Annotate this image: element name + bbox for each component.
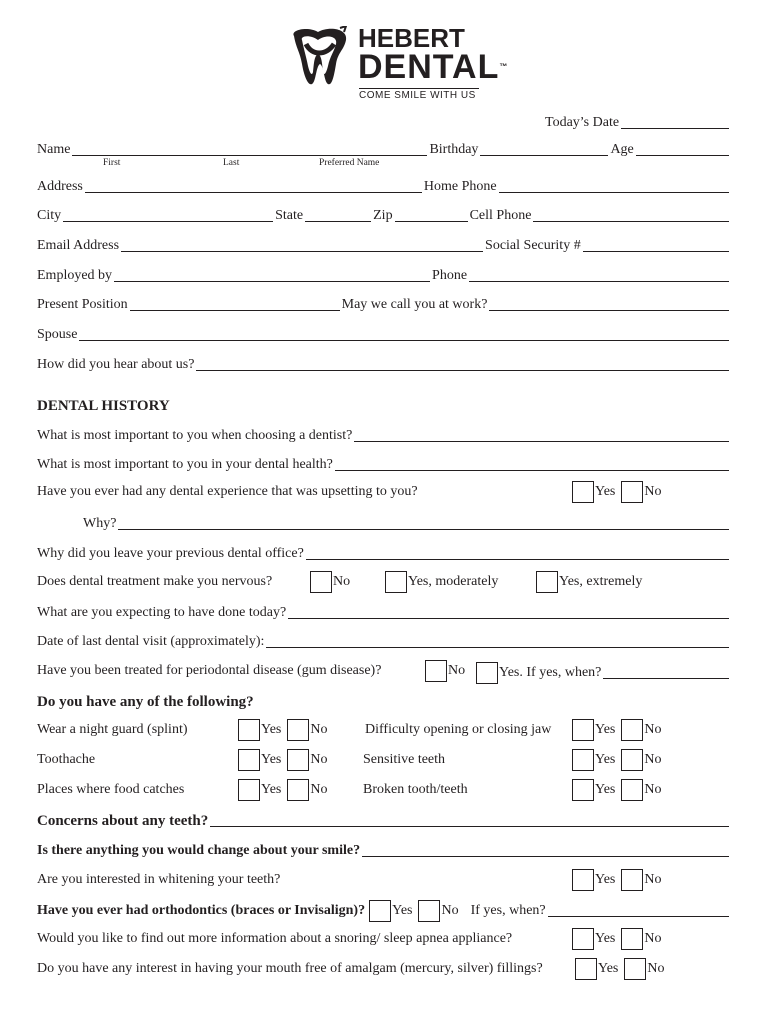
logo-text-hebert: HEBERT [358,23,465,53]
name-field[interactable] [72,142,427,156]
orthodontics-when-label: If yes, when? [470,903,546,918]
apnea-question [37,927,512,951]
sensitive-no-label: No [644,752,662,767]
why-row [83,511,731,533]
zip-label: Zip [373,208,393,223]
amalgam-question [37,957,543,981]
tooth-logo-icon [288,26,352,88]
change-smile-field[interactable] [362,843,729,857]
amalgam-no-checkbox[interactable] [624,958,646,980]
name-sub-last: Last [223,158,240,168]
call-at-work-field[interactable] [489,297,729,311]
hebert-dental-logo [288,23,509,104]
sensitive-label: Sensitive teeth [363,752,446,767]
nervous-label: Does dental treatment make you nervous? [37,574,273,589]
upsetting-yes-checkbox[interactable] [572,481,594,503]
age-label: Age [610,142,634,157]
employed-by-label: Employed by [37,268,113,283]
food-catches-no-checkbox[interactable] [287,779,309,801]
nervous-extremely-checkbox[interactable] [536,571,558,593]
city-field[interactable] [63,208,273,222]
night-guard-no-label: No [310,722,328,737]
leave-office-label: Why did you leave your previous dental office? [37,546,304,561]
nervous-extremely-option [536,570,642,594]
orthodontics-no-checkbox[interactable] [418,900,440,922]
present-position-field[interactable] [130,297,340,311]
perio-yes-option [476,660,731,682]
apnea-no-checkbox[interactable] [621,928,643,950]
whitening-yes-label: Yes [595,872,616,887]
whitening-label: Are you interested in whitening your teeth? [37,872,281,887]
hear-about-label: How did you hear about us? [37,357,195,372]
position-row [37,292,731,314]
jaw-yes-checkbox[interactable] [572,719,594,741]
ssn-field[interactable] [583,238,729,252]
orthodontics-yes-label: Yes [392,903,413,918]
concerns-row [37,808,731,830]
nervous-no-label: No [333,574,351,589]
sensitive-no-checkbox[interactable] [621,749,643,771]
email-row [37,233,731,255]
jaw-options [572,718,662,742]
broken-no-label: No [644,782,662,797]
sensitive-yes-label: Yes [595,752,616,767]
amalgam-no-label: No [647,961,665,976]
night-guard-options [238,718,328,742]
name-sub-first: First [103,158,121,168]
jaw-no-label: No [644,722,662,737]
leave-office-field[interactable] [306,546,729,560]
broken-yes-label: Yes [595,782,616,797]
orthodontics-when-field[interactable] [548,903,729,917]
hear-about-field[interactable] [196,357,729,371]
spouse-row [37,322,731,344]
toothache-question [37,748,95,772]
state-field[interactable] [305,208,371,222]
choosing-dentist-field[interactable] [354,428,729,442]
concerns-label: Concerns about any teeth? [37,813,209,829]
toothache-options [238,748,328,772]
why-field[interactable] [118,516,729,530]
change-smile-row [37,838,731,860]
sensitive-yes-checkbox[interactable] [572,749,594,771]
zip-field[interactable] [395,208,468,222]
toothache-yes-label: Yes [261,752,282,767]
whitening-question [37,868,280,892]
choosing-dentist-row [37,423,731,445]
cell-phone-field[interactable] [533,208,729,222]
perio-when-field[interactable] [603,665,729,679]
perio-question [37,659,381,683]
whitening-yes-checkbox[interactable] [572,869,594,891]
jaw-no-checkbox[interactable] [621,719,643,741]
home-phone-label: Home Phone [423,179,497,194]
perio-yes-label: Yes. If yes, when? [499,665,602,680]
following-heading-row [37,689,731,711]
upsetting-yes-label: Yes [595,484,616,499]
food-catches-options [238,778,328,802]
food-catches-yes-label: Yes [261,782,282,797]
sensitive-question [363,748,445,772]
whitening-no-checkbox[interactable] [621,869,643,891]
food-catches-no-label: No [310,782,328,797]
night-guard-no-checkbox[interactable] [287,719,309,741]
last-visit-field[interactable] [266,634,729,648]
whitening-options [572,868,662,892]
apnea-label: Would you like to find out more information about a snoring/ sleep apnea appliance? [37,931,513,946]
broken-no-checkbox[interactable] [621,779,643,801]
nervous-no-checkbox[interactable] [310,571,332,593]
upsetting-no-checkbox[interactable] [621,481,643,503]
spouse-label: Spouse [37,327,78,342]
food-catches-question [37,778,184,802]
spouse-field[interactable] [79,327,729,341]
present-position-label: Present Position [37,297,128,312]
orthodontics-label: Have you ever had orthodontics (braces or Invisalign)? [37,903,366,918]
leave-office-row [37,541,731,563]
cell-phone-label: Cell Phone [469,208,532,223]
birthday-field[interactable] [480,142,608,156]
call-at-work-label: May we call you at work? [341,297,488,312]
upsetting-question [37,480,418,504]
perio-no-label: No [448,663,466,678]
amalgam-yes-checkbox[interactable] [575,958,597,980]
orthodontics-no-label: No [441,903,459,918]
last-visit-label: Date of last dental visit (approximately): [37,634,265,649]
phone-label: Phone [432,268,468,283]
night-guard-yes-label: Yes [261,722,282,737]
birthday-label: Birthday [429,142,479,157]
perio-label: Have you been treated for periodontal disease (gum disease)? [37,663,382,678]
expecting-label: What are you expecting to have done today? [37,605,287,620]
dental-health-label: What is most important to you in your dental health? [37,457,333,472]
amalgam-label: Do you have any interest in having your mouth free of amalgam (mercury, silver) fillings? [37,961,543,976]
employed-by-field[interactable] [114,268,430,282]
upsetting-no-label: No [644,484,662,499]
nervous-moderately-option [385,570,498,594]
whitening-no-label: No [644,872,662,887]
dental-health-field[interactable] [335,457,729,471]
upsetting-options [572,480,662,504]
nervous-moderately-label: Yes, moderately [408,574,499,589]
expecting-field[interactable] [288,605,729,619]
toothache-yes-checkbox[interactable] [238,749,260,771]
concerns-field[interactable] [210,813,729,827]
food-catches-yes-checkbox[interactable] [238,779,260,801]
broken-options [572,778,662,802]
broken-question [363,778,468,802]
jaw-label: Difficulty opening or closing jaw [365,722,552,737]
name-label: Name [37,142,71,157]
ssn-label: Social Security # [485,238,581,253]
nervous-question [37,570,272,594]
city-label: City [37,208,62,223]
address-row [37,174,731,196]
orthodontics-row [37,898,731,920]
hear-about-row [37,352,731,374]
work-phone-field[interactable] [469,268,729,282]
following-heading: Do you have any of the following? [37,694,254,710]
address-field[interactable] [85,179,422,193]
apnea-yes-label: Yes [595,931,616,946]
choosing-dentist-label: What is most important to you when choosing a dentist? [37,428,353,443]
name-sub-preferred: Preferred Name [319,158,380,168]
broken-yes-checkbox[interactable] [572,779,594,801]
sensitive-options [572,748,662,772]
city-row [37,203,731,225]
night-guard-question [37,718,188,742]
night-guard-yes-checkbox[interactable] [238,719,260,741]
perio-no-checkbox[interactable] [425,660,447,682]
age-field[interactable] [636,142,729,156]
last-visit-row [37,629,731,651]
logo-tagline: COME SMILE WITH US [359,88,479,101]
address-label: Address [37,179,83,194]
home-phone-field[interactable] [499,179,729,193]
nervous-moderately-checkbox[interactable] [385,571,407,593]
todays-date-label: Today’s Date [545,115,620,130]
orthodontics-yes-checkbox[interactable] [369,900,391,922]
apnea-yes-checkbox[interactable] [572,928,594,950]
broken-label: Broken tooth/teeth [363,782,468,797]
change-smile-label: Is there anything you would change about your smile? [37,843,361,858]
employed-row [37,263,731,285]
name-row [37,137,731,159]
toothache-no-label: No [310,752,328,767]
night-guard-label: Wear a night guard (splint) [37,722,188,737]
dental-history-heading-row [37,393,731,415]
perio-yes-checkbox[interactable] [476,662,498,684]
apnea-no-label: No [644,931,662,946]
toothache-label: Toothache [37,752,96,767]
apnea-options [572,927,662,951]
dental-history-heading: DENTAL HISTORY [37,398,170,414]
toothache-no-checkbox[interactable] [287,749,309,771]
amalgam-yes-label: Yes [598,961,619,976]
todays-date-field[interactable] [621,115,729,129]
nervous-extremely-label: Yes, extremely [559,574,643,589]
why-label: Why? [83,516,117,531]
jaw-yes-label: Yes [595,722,616,737]
dental-health-row [37,452,731,474]
todays-date-row [37,110,731,132]
upsetting-label: Have you ever had any dental experience that was upsetting to you? [37,484,418,499]
food-catches-label: Places where food catches [37,782,185,797]
jaw-question [365,718,551,742]
state-label: State [275,208,304,223]
logo-text-dental: DENTAL™ [358,48,509,86]
amalgam-options [575,957,665,981]
email-field[interactable] [121,238,483,252]
nervous-no-option [310,570,350,594]
perio-no-option [425,659,465,683]
email-label: Email Address [37,238,120,253]
expecting-row [37,600,731,622]
